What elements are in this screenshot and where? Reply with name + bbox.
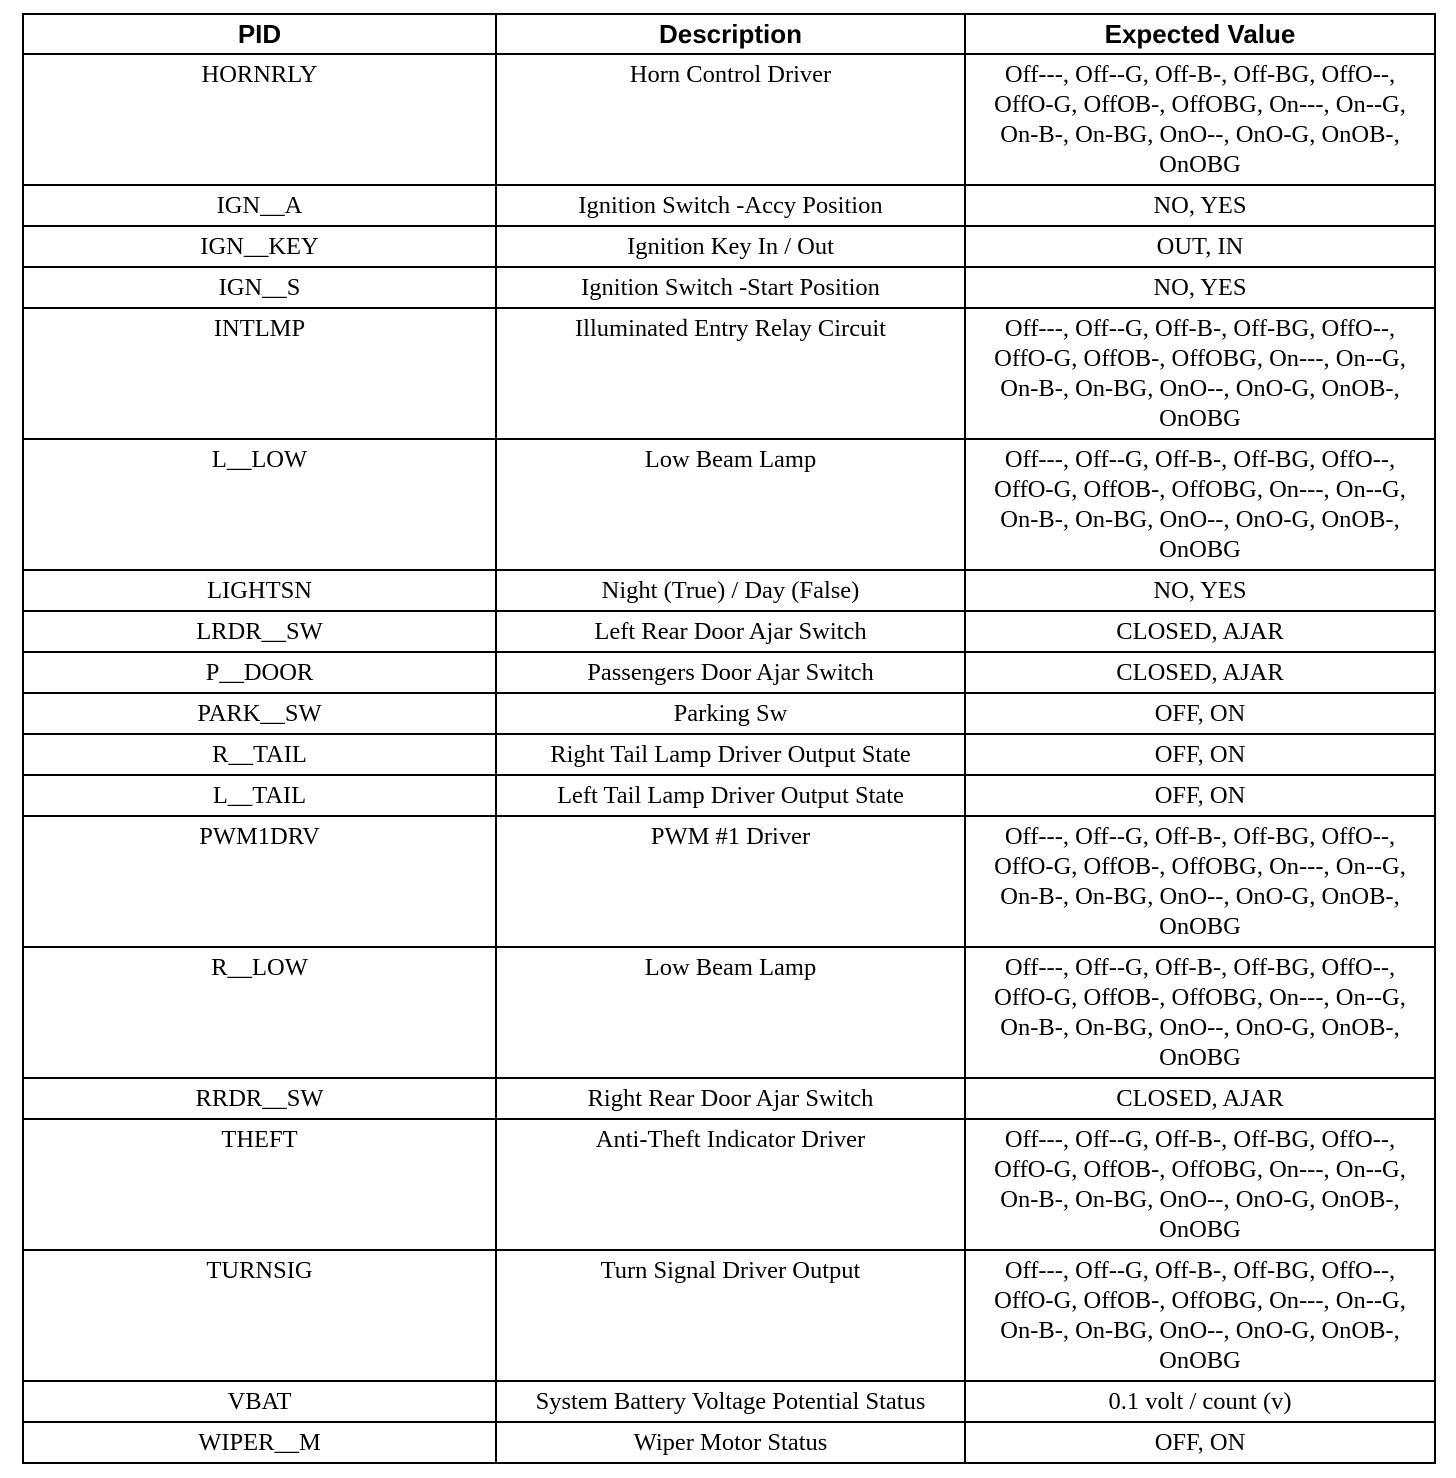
description-cell: Wiper Motor Status <box>496 1422 965 1463</box>
pid-cell: LRDR__SW <box>23 611 496 652</box>
table-row <box>23 226 1435 267</box>
expected-value-cell: OFF, ON <box>965 734 1435 775</box>
pid-cell: IGN__KEY <box>23 226 496 267</box>
pid-cell: L__LOW <box>23 439 496 570</box>
header-row <box>23 14 1435 54</box>
description-cell: Ignition Switch -Accy Position <box>496 185 965 226</box>
table-row <box>23 611 1435 652</box>
expected-value-cell: Off---, Off--G, Off-B-, Off-BG, OffO--, OffO-G, OffOB-, OffOBG, On---, On--G, On-B-, On-BG, OnO--, OnO-G, OnOB-, OnOBG <box>965 947 1435 1078</box>
table-row <box>23 775 1435 816</box>
expected-value-cell: CLOSED, AJAR <box>965 652 1435 693</box>
pid-cell: RRDR__SW <box>23 1078 496 1119</box>
description-cell: Horn Control Driver <box>496 54 965 185</box>
description-cell: Low Beam Lamp <box>496 439 965 570</box>
description-cell: Anti-Theft Indicator Driver <box>496 1119 965 1250</box>
expected-value-cell: Off---, Off--G, Off-B-, Off-BG, OffO--, OffO-G, OffOB-, OffOBG, On---, On--G, On-B-, On-BG, OnO--, OnO-G, OnOB-, OnOBG <box>965 54 1435 185</box>
table-row <box>23 1119 1435 1250</box>
description-cell: Night (True) / Day (False) <box>496 570 965 611</box>
pid-cell: VBAT <box>23 1381 496 1422</box>
header-expected-value: Expected Value <box>965 14 1435 54</box>
table-row <box>23 816 1435 947</box>
pid-cell: PWM1DRV <box>23 816 496 947</box>
expected-value-cell: CLOSED, AJAR <box>965 611 1435 652</box>
pid-cell: R__TAIL <box>23 734 496 775</box>
expected-value-cell: OFF, ON <box>965 693 1435 734</box>
pid-cell: R__LOW <box>23 947 496 1078</box>
pid-cell: IGN__S <box>23 267 496 308</box>
expected-value-cell: 0.1 volt / count (v) <box>965 1381 1435 1422</box>
description-cell: PWM #1 Driver <box>496 816 965 947</box>
table-row <box>23 439 1435 570</box>
table-row <box>23 570 1435 611</box>
pid-cell: PARK__SW <box>23 693 496 734</box>
table-row <box>23 1422 1435 1463</box>
table-row <box>23 1250 1435 1381</box>
expected-value-cell: OUT, IN <box>965 226 1435 267</box>
pid-cell: HORNRLY <box>23 54 496 185</box>
table-row <box>23 947 1435 1078</box>
expected-value-cell: OFF, ON <box>965 1422 1435 1463</box>
pid-cell: THEFT <box>23 1119 496 1250</box>
description-cell: Ignition Key In / Out <box>496 226 965 267</box>
description-cell: Right Rear Door Ajar Switch <box>496 1078 965 1119</box>
pid-cell: IGN__A <box>23 185 496 226</box>
pid-cell: WIPER__M <box>23 1422 496 1463</box>
table-row <box>23 1381 1435 1422</box>
table-row <box>23 652 1435 693</box>
table-row <box>23 693 1435 734</box>
table-row <box>23 54 1435 185</box>
expected-value-cell: Off---, Off--G, Off-B-, Off-BG, OffO--, OffO-G, OffOB-, OffOBG, On---, On--G, On-B-, On-BG, OnO--, OnO-G, OnOB-, OnOBG <box>965 1250 1435 1381</box>
pid-cell: P__DOOR <box>23 652 496 693</box>
pid-cell: LIGHTSN <box>23 570 496 611</box>
description-cell: Left Rear Door Ajar Switch <box>496 611 965 652</box>
table-row <box>23 185 1435 226</box>
header-pid: PID <box>23 14 496 54</box>
description-cell: Low Beam Lamp <box>496 947 965 1078</box>
description-cell: Turn Signal Driver Output <box>496 1250 965 1381</box>
description-cell: Right Tail Lamp Driver Output State <box>496 734 965 775</box>
expected-value-cell: Off---, Off--G, Off-B-, Off-BG, OffO--, OffO-G, OffOB-, OffOBG, On---, On--G, On-B-, On-BG, OnO--, OnO-G, OnOB-, OnOBG <box>965 1119 1435 1250</box>
description-cell: Illuminated Entry Relay Circuit <box>496 308 965 439</box>
pid-cell: TURNSIG <box>23 1250 496 1381</box>
description-cell: Parking Sw <box>496 693 965 734</box>
pid-table <box>22 13 1436 1464</box>
expected-value-cell: NO, YES <box>965 267 1435 308</box>
table-row <box>23 308 1435 439</box>
pid-cell: INTLMP <box>23 308 496 439</box>
expected-value-cell: Off---, Off--G, Off-B-, Off-BG, OffO--, OffO-G, OffOB-, OffOBG, On---, On--G, On-B-, On-BG, OnO--, OnO-G, OnOB-, OnOBG <box>965 816 1435 947</box>
expected-value-cell: OFF, ON <box>965 775 1435 816</box>
expected-value-cell: CLOSED, AJAR <box>965 1078 1435 1119</box>
table-body <box>23 54 1435 1463</box>
expected-value-cell: NO, YES <box>965 185 1435 226</box>
expected-value-cell: Off---, Off--G, Off-B-, Off-BG, OffO--, OffO-G, OffOB-, OffOBG, On---, On--G, On-B-, On-BG, OnO--, OnO-G, OnOB-, OnOBG <box>965 308 1435 439</box>
expected-value-cell: NO, YES <box>965 570 1435 611</box>
expected-value-cell: Off---, Off--G, Off-B-, Off-BG, OffO--, OffO-G, OffOB-, OffOBG, On---, On--G, On-B-, On-BG, OnO--, OnO-G, OnOB-, OnOBG <box>965 439 1435 570</box>
description-cell: Ignition Switch -Start Position <box>496 267 965 308</box>
description-cell: Left Tail Lamp Driver Output State <box>496 775 965 816</box>
table-row <box>23 1078 1435 1119</box>
description-cell: System Battery Voltage Potential Status <box>496 1381 965 1422</box>
description-cell: Passengers Door Ajar Switch <box>496 652 965 693</box>
table-row <box>23 267 1435 308</box>
header-description: Description <box>496 14 965 54</box>
table-row <box>23 734 1435 775</box>
pid-cell: L__TAIL <box>23 775 496 816</box>
